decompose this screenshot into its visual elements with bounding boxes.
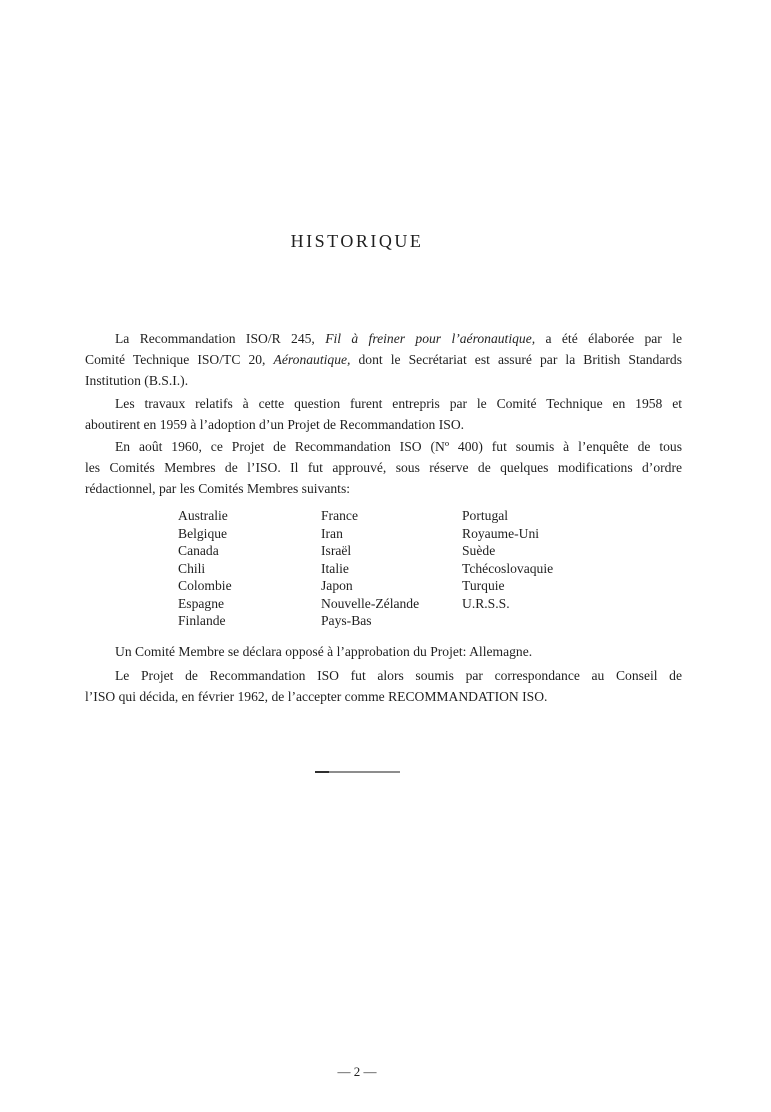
text-line [85,665,682,686]
member-country: Colombie [178,578,232,593]
text-line [85,349,682,370]
paragraph [85,641,682,662]
text-line [85,436,682,457]
member-country: Japon [321,578,353,593]
text-segment: aboutirent en 1959 à l’adoption d’un Projet de Recommandation ISO. [85,417,465,432]
member-column [178,507,321,630]
member-country: Iran [321,525,343,541]
text-segment: Les travaux relatifs à cette question furent entrepris par le Comité Technique en 1958 et [115,396,682,411]
paragraph [85,393,682,435]
text-segment: Comité Technique ISO/TC 20, [85,352,274,367]
member-country: Pays-Bas [321,613,372,628]
member-country: Australie [178,508,228,523]
text-line [85,414,682,435]
member-country: Israël [321,543,352,558]
member-country: Chili [178,560,206,576]
member-column [462,507,612,630]
member-country: Canada [178,543,219,558]
member-country: Belgique [178,525,228,541]
paragraph [85,436,682,499]
text-line [85,370,682,391]
member-country: Espagne [178,595,225,611]
member-country: Tchécoslovaquie [462,560,554,576]
text-line [85,457,682,478]
text-line [85,393,682,414]
text-segment: La Recommandation ISO/R 245, [115,331,326,346]
member-country: Italie [321,560,349,576]
text-line [85,478,682,499]
text-segment: les Comités Membres de l’ISO. Il fut approuvé, sous réserve de quelques modifications d’ordre [85,460,682,475]
page-title: HISTORIQUE [290,231,424,251]
member-country: Turquie [462,578,505,593]
text-line [85,686,682,707]
member-country: Portugal [462,508,509,523]
member-country: Finlande [178,613,226,628]
text-segment: rédactionnel, par les Comités Membres suivants: [85,481,351,496]
text-segment: a été élaborée par le [535,331,682,346]
member-committees-list [178,507,612,630]
member-column [321,507,462,630]
member-country: Suède [462,543,496,558]
member-country: France [321,508,358,523]
text-segment: Institution (B.S.I.). [85,373,189,388]
text-segment: l’ISO qui décida, en février 1962, de l’accepter comme RECOMMANDATION ISO. [85,689,548,704]
text-segment: Le Projet de Recommandation ISO fut alors soumis par correspondance au Conseil de [115,668,682,683]
text-segment: dont le Secrétariat est assuré par la British Standards [350,352,682,367]
text-line [85,328,682,349]
separator-rule [315,771,400,773]
italic-text-segment: Aéronautique, [273,352,351,367]
italic-text-segment: Fil à freiner pour l’aéronautique, [325,331,536,346]
member-country: Nouvelle-Zélande [321,595,420,611]
page-number: — 2 — [337,1064,377,1079]
paragraph [85,328,682,391]
paragraph [85,665,682,707]
text-segment: Un Comité Membre se déclara opposé à l’approbation du Projet: Allemagne. [115,644,533,659]
member-country: Royaume-Uni [462,525,540,541]
text-line [85,641,682,662]
member-country: U.R.S.S. [462,595,510,611]
text-segment: En août 1960, ce Projet de Recommandation ISO (Nº 400) fut soumis à l’enquête de tous [115,439,682,454]
